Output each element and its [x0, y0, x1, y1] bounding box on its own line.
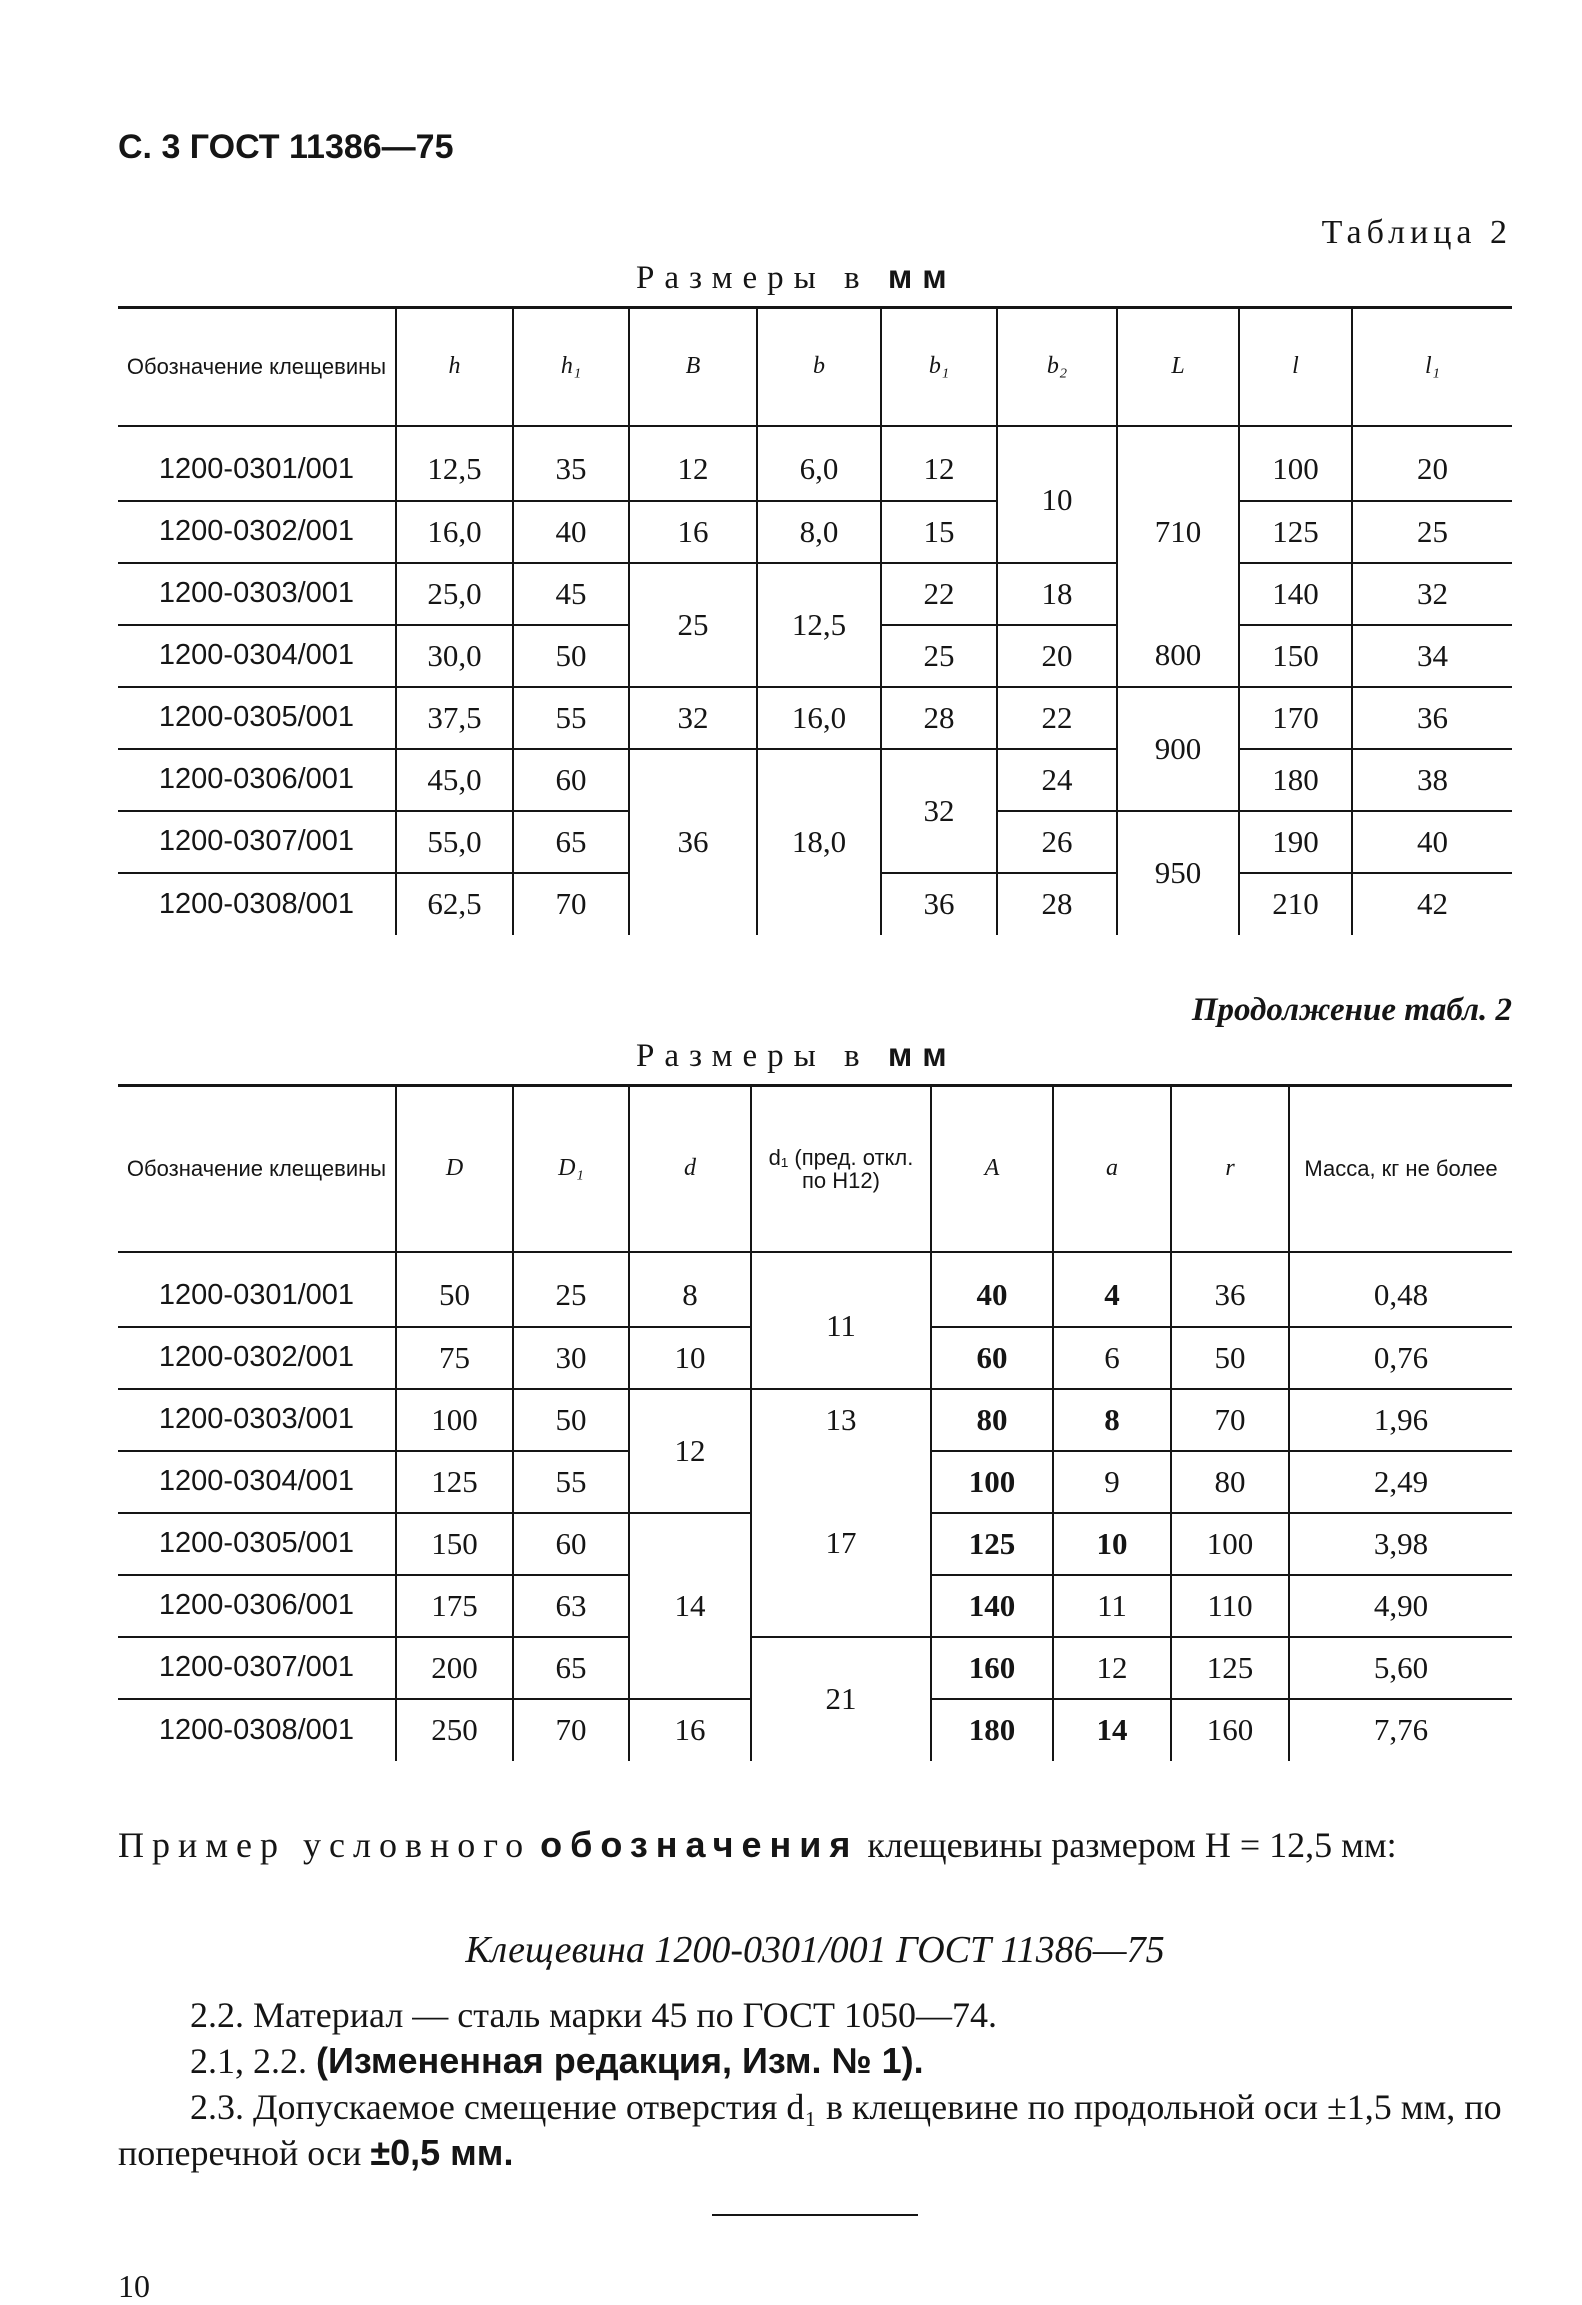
table-row: 1200-0304/001 125 55 17 100 9 80 2,49: [118, 1451, 1512, 1513]
col-header-d: d: [629, 1086, 751, 1252]
col-header-b2: b₂: [997, 308, 1117, 426]
col-header-l: l: [1239, 308, 1352, 426]
page-number: 10: [118, 2268, 150, 2304]
table-row: 1200-0308/001 62,5 70 36 28 210 42: [118, 873, 1512, 935]
table-row: 1200-0307/001 200 65 21 160 12 125 5,60: [118, 1637, 1512, 1699]
table-row: 1200-0307/001 55,0 65 26 950 190 40: [118, 811, 1512, 873]
table-row: 1200-0303/001 100 50 12 13 80 8 70 1,96: [118, 1389, 1512, 1451]
example-paragraph: Пример условного обозначения клещевины размером H = 12,5 мм:: [118, 1824, 1397, 1865]
table-row: 1200-0306/001 175 63 140 11 110 4,90: [118, 1575, 1512, 1637]
col-header-b: b: [757, 308, 881, 426]
paragraph-amendment: 2.1, 2.2. (Измененная редакция, Изм. № 1).: [190, 2040, 924, 2081]
page-header: С. 3 ГОСТ 11386—75: [118, 128, 454, 166]
col-header-l1: l₁: [1352, 308, 1512, 426]
col-header-b1: b₁: [881, 308, 997, 426]
col-header-D1: D₁: [513, 1086, 629, 1252]
designation-example: Клещевина 1200-0301/001 ГОСТ 11386—75: [465, 1929, 1165, 1971]
table-row: 1200-0305/001 37,5 55 32 16,0 28 22 900 170 36: [118, 687, 1512, 749]
table-row: 1200-0304/001 30,0 50 25 20 800 150 34: [118, 625, 1512, 687]
col-header-r: r: [1171, 1086, 1289, 1252]
table-continuation: [118, 1084, 1512, 1761]
table-row: 1200-0303/001 25,0 45 25 12,5 22 18 140 32: [118, 563, 1512, 625]
table-row: 1200-0302/001 75 30 10 60 6 50 0,76: [118, 1327, 1512, 1389]
col-header-d1: d₁ (пред. откл. по H12): [751, 1086, 931, 1252]
col-header-A: A: [931, 1086, 1053, 1252]
col-header-h1: h₁: [513, 308, 629, 426]
col-header-L: L: [1117, 308, 1239, 426]
col-header-a: a: [1053, 1086, 1171, 1252]
footer-divider: [712, 2214, 918, 2216]
table-row: 1200-0308/001 250 70 16 180 14 160 7,76: [118, 1699, 1512, 1761]
units-caption: Размеры в мм: [636, 258, 957, 296]
col-header-B: B: [629, 308, 757, 426]
table-dimensions: [118, 306, 1512, 935]
table-label: Таблица 2: [1321, 214, 1512, 251]
table-row: 1200-0306/001 45,0 60 36 18,0 32 24 180 38: [118, 749, 1512, 811]
paragraph-2-3: 2.3. Допускаемое смещение отверстия d₁ в клещевине по продольной оси ±1,5 мм, по поперечной оси ±0,5 мм.: [118, 2087, 1502, 2173]
paragraph-2-2: 2.2. Материал — сталь марки 45 по ГОСТ 1050—74.: [190, 1995, 998, 2035]
col-header-designation: Обозначение клещевины: [118, 308, 396, 426]
col-header-mass: Масса, кг не более: [1289, 1086, 1512, 1252]
table-row: 1200-0302/001 16,0 40 16 8,0 15 125 25: [118, 501, 1512, 563]
col-header-h: h: [396, 308, 513, 426]
table-row: 1200-0305/001 150 60 14 125 10 100 3,98: [118, 1513, 1512, 1575]
col-header-D: D: [396, 1086, 513, 1252]
col-header-designation: Обозначение клещевины: [118, 1086, 396, 1252]
table-row: 1200-0301/001 50 25 8 11 40 4 36 0,48: [118, 1265, 1512, 1327]
units-caption: Размеры в мм: [636, 1036, 957, 1074]
table-row: 1200-0301/001 12,5 35 12 6,0 12 10 710 100 20: [118, 439, 1512, 501]
table-continuation-label: Продолжение табл. 2: [1191, 992, 1512, 1028]
